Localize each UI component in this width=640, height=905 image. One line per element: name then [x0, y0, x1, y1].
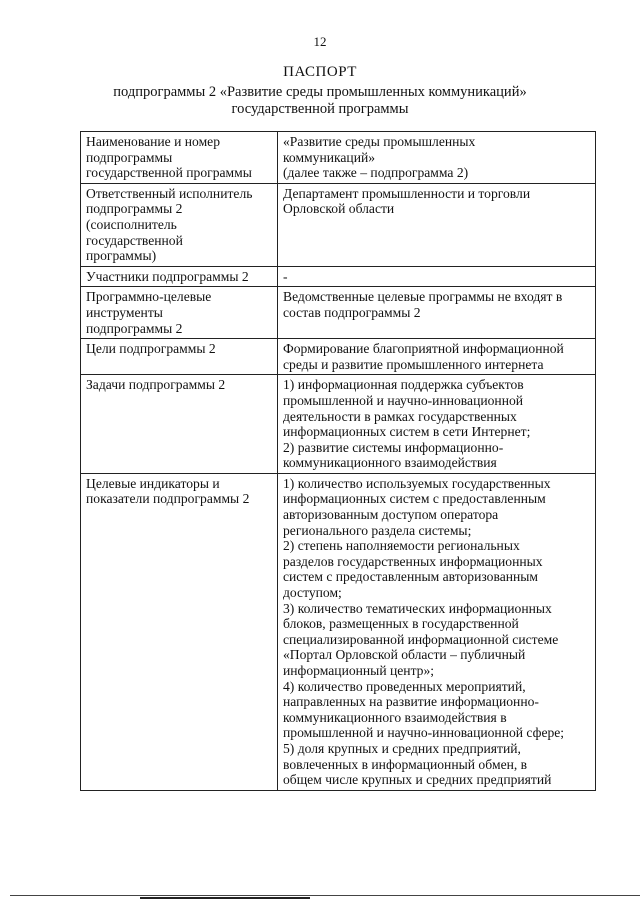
cell-text-line: государственной программы	[86, 165, 252, 181]
cell-text-line: деятельности в рамках государственных	[283, 408, 517, 424]
cell-text-line: Целевые индикаторы и	[86, 475, 220, 491]
cell-text-line: -	[283, 268, 288, 284]
cell-text-line: разделов государственных информационных	[283, 553, 543, 569]
passport-table	[80, 131, 596, 791]
cell-text-line: 2) развитие системы информационно-	[283, 439, 504, 455]
cell-text-line: программы)	[86, 248, 157, 264]
row-value-cell	[278, 473, 596, 790]
cell-text-line: (соисполнитель	[86, 216, 177, 232]
cell-text-line: доступом;	[283, 585, 342, 601]
cell-text-line: информационных систем в сети Интернет;	[283, 424, 531, 440]
document-subtitle	[60, 84, 580, 118]
cell-text-line: специализированной информационной системе	[283, 631, 559, 647]
row-value-cell	[278, 183, 596, 266]
table-row	[81, 375, 596, 474]
row-label-cell	[81, 375, 278, 474]
page-number: 12	[313, 34, 327, 49]
cell-text-line: блоков, размещенных в государственной	[283, 616, 519, 632]
document-title: ПАСПОРТ	[283, 64, 357, 80]
cell-text-line: общем числе крупных и средних предприятий	[283, 772, 552, 788]
row-label-cell	[81, 266, 278, 287]
cell-text-line: Формирование благоприятной информационной	[283, 341, 564, 357]
table-row	[81, 183, 596, 266]
row-value-cell	[278, 287, 596, 339]
table-row	[81, 339, 596, 375]
row-label-cell	[81, 339, 278, 375]
cell-text-line: Программно-целевые	[86, 289, 212, 305]
cell-text-line: систем с предоставленным авторизованным	[283, 569, 539, 585]
row-label-cell	[81, 287, 278, 339]
table-row	[81, 132, 596, 184]
row-label-cell	[81, 473, 278, 790]
cell-text-line: 5) доля крупных и средних предприятий,	[283, 740, 521, 756]
table-row	[81, 266, 596, 287]
cell-text-line: Орловской области	[283, 201, 395, 217]
row-value-cell	[278, 339, 596, 375]
cell-text-line: 1) количество используемых государственных	[283, 475, 551, 491]
cell-text-line: коммуникационного взаимодействия в	[283, 709, 507, 725]
cell-text-line: направленных на развитие информационно-	[283, 694, 539, 710]
cell-text-line: инструменты	[86, 304, 163, 320]
passport-table-body	[81, 132, 596, 791]
subtitle-line: государственной программы	[231, 101, 409, 117]
cell-text-line: Цели подпрограммы 2	[86, 341, 216, 357]
subtitle-line: подпрограммы 2 «Развитие среды промышленных коммуникаций»	[113, 84, 527, 100]
cell-text-line: Наименование и номер	[86, 134, 221, 149]
cell-text-line: коммуникационного взаимодействия	[283, 455, 497, 471]
cell-text-line: регионального раздела системы;	[283, 522, 472, 538]
row-label-cell	[81, 183, 278, 266]
cell-text-line: Участники подпрограммы 2	[86, 268, 249, 284]
cell-text-line: 2) степень наполняемости региональных	[283, 538, 520, 554]
cell-text-line: информационных систем с предоставленным	[283, 491, 546, 507]
cell-text-line: «Развитие среды промышленных	[283, 134, 476, 149]
cell-text-line: государственной	[86, 232, 183, 248]
cell-text-line: Ответственный исполнитель	[86, 185, 253, 201]
bottom-scan-line	[10, 895, 640, 896]
cell-text-line: (далее также – подпрограмма 2)	[283, 165, 469, 181]
cell-text-line: Департамент промышленности и торговли	[283, 185, 531, 201]
cell-text-line: авторизованным доступом оператора	[283, 507, 499, 523]
cell-text-line: 3) количество тематических информационных	[283, 600, 552, 616]
cell-text-line: подпрограммы	[86, 149, 173, 165]
table-row	[81, 287, 596, 339]
cell-text-line: вовлеченных в информационный обмен, в	[283, 756, 528, 772]
cell-text-line: промышленной и научно-инновационной	[283, 392, 524, 408]
table-row	[81, 473, 596, 790]
cell-text-line: Ведомственные целевые программы не входят в	[283, 289, 563, 305]
bottom-scan-line-dark	[140, 897, 310, 899]
cell-text-line: «Портал Орловской области – публичный	[283, 647, 526, 663]
cell-text-line: 1) информационная поддержка субъектов	[283, 377, 524, 393]
cell-text-line: информационный центр»;	[283, 663, 435, 678]
row-value-cell	[278, 375, 596, 474]
row-value-cell	[278, 266, 596, 287]
cell-text-line: состав подпрограммы 2	[283, 304, 421, 320]
cell-text-line: среды и развитие промышленного интернета	[283, 356, 544, 372]
cell-text-line: Задачи подпрограммы 2	[86, 377, 226, 393]
row-value-cell	[278, 132, 596, 184]
cell-text-line: подпрограммы 2	[86, 201, 183, 217]
cell-text-line: промышленной и научно-инновационной сфере;	[283, 725, 565, 741]
cell-text-line: 4) количество проведенных мероприятий,	[283, 678, 526, 694]
cell-text-line: коммуникаций»	[283, 149, 376, 165]
cell-text-line: подпрограммы 2	[86, 320, 183, 336]
cell-text-line: показатели подпрограммы 2	[86, 491, 250, 507]
row-label-cell	[81, 132, 278, 184]
